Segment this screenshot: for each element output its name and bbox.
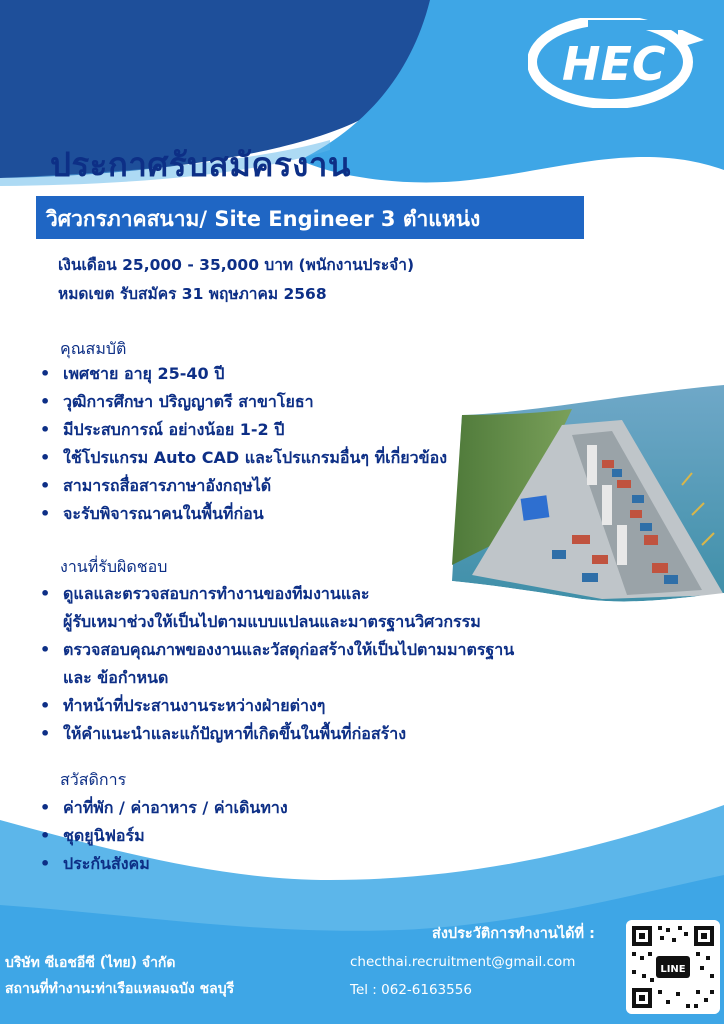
salary-text: เงินเดือน 25,000 - 35,000 บาท (พนักงานประจำ) xyxy=(58,256,415,274)
list-item: • จะรับพิจารณาคนในพื้นที่ก่อน xyxy=(38,500,447,528)
list-item xyxy=(38,720,514,748)
list-item xyxy=(38,580,514,636)
list-item: • สามารถสื่อสารภาษาอังกฤษได้ xyxy=(38,472,447,500)
qualifications-heading: คุณสมบัติ xyxy=(60,339,127,358)
benefits-list xyxy=(38,794,288,878)
position-banner-text: วิศวกรภาคสนาม/ Site Engineer 3 ตำแหน่ง xyxy=(46,207,481,231)
list-item-line: ทำหน้าที่ประสานงานระหว่างฝ่ายต่างๆ xyxy=(63,696,326,715)
list-item: • ชุดยูนิฟอร์ม xyxy=(38,822,288,850)
workplace-text: สถานที่ทำงาน:ท่าเรือแหลมฉบัง ชลบุรี xyxy=(5,981,235,997)
list-item xyxy=(38,636,514,692)
list-item: • มีประสบการณ์ อย่างน้อย 1-2 ปี xyxy=(38,416,447,444)
port-photo xyxy=(452,385,724,607)
company-name: บริษัท ซีเอชอีซี (ไทย) จำกัด xyxy=(5,955,176,971)
line-qr-code[interactable] xyxy=(626,920,720,1014)
page-title: ประกาศรับสมัครงาน xyxy=(50,145,351,184)
email-link[interactable]: checthai.recruitment@gmail.com xyxy=(350,954,576,970)
deadline-text: หมดเขต รับสมัคร 31 พฤษภาคม 2568 xyxy=(58,285,327,303)
benefits-heading: สวัสดิการ xyxy=(60,770,127,789)
list-item: • ค่าที่พัก / ค่าอาหาร / ค่าเดินทาง xyxy=(38,794,288,822)
qr-label: LINE xyxy=(660,964,686,975)
phone-text: Tel : 062-6163556 xyxy=(350,982,472,998)
list-item: • ใช้โปรแกรม Auto CAD และโปรแกรมอื่นๆ ที่เกี่ยวข้อง xyxy=(38,444,447,472)
list-item: • ประกันสังคม xyxy=(38,850,288,878)
qualifications-list xyxy=(38,360,447,528)
send-resume-label: ส่งประวัติการทำงานได้ที่ : xyxy=(432,926,595,942)
responsibilities-list xyxy=(38,580,514,748)
list-item-line: ตรวจสอบคุณภาพของงานและวัสดุก่อสร้างให้เป็นไปตามมาตรฐาน xyxy=(63,640,515,659)
hec-logo xyxy=(528,18,708,108)
list-item-line: ให้คำแนะนำและแก้ปัญหาที่เกิดขึ้นในพื้นที่ก่อสร้าง xyxy=(63,724,407,743)
list-item-line: ผู้รับเหมาช่วงให้เป็นไปตามแบบแปลนและมาตรฐานวิศวกรรม xyxy=(63,612,481,631)
list-item xyxy=(38,692,514,720)
list-item-line: และ ข้อกำหนด xyxy=(63,668,169,687)
list-item: • วุฒิการศึกษา ปริญญาตรี สาขาโยธา xyxy=(38,388,447,416)
responsibilities-heading: งานที่รับผิดชอบ xyxy=(60,557,168,576)
list-item: • เพศชาย อายุ 25-40 ปี xyxy=(38,360,447,388)
list-item-line: ดูแลและตรวจสอบการทำงานของทีมงานและ xyxy=(63,584,370,603)
logo-text: HEC xyxy=(562,37,666,91)
